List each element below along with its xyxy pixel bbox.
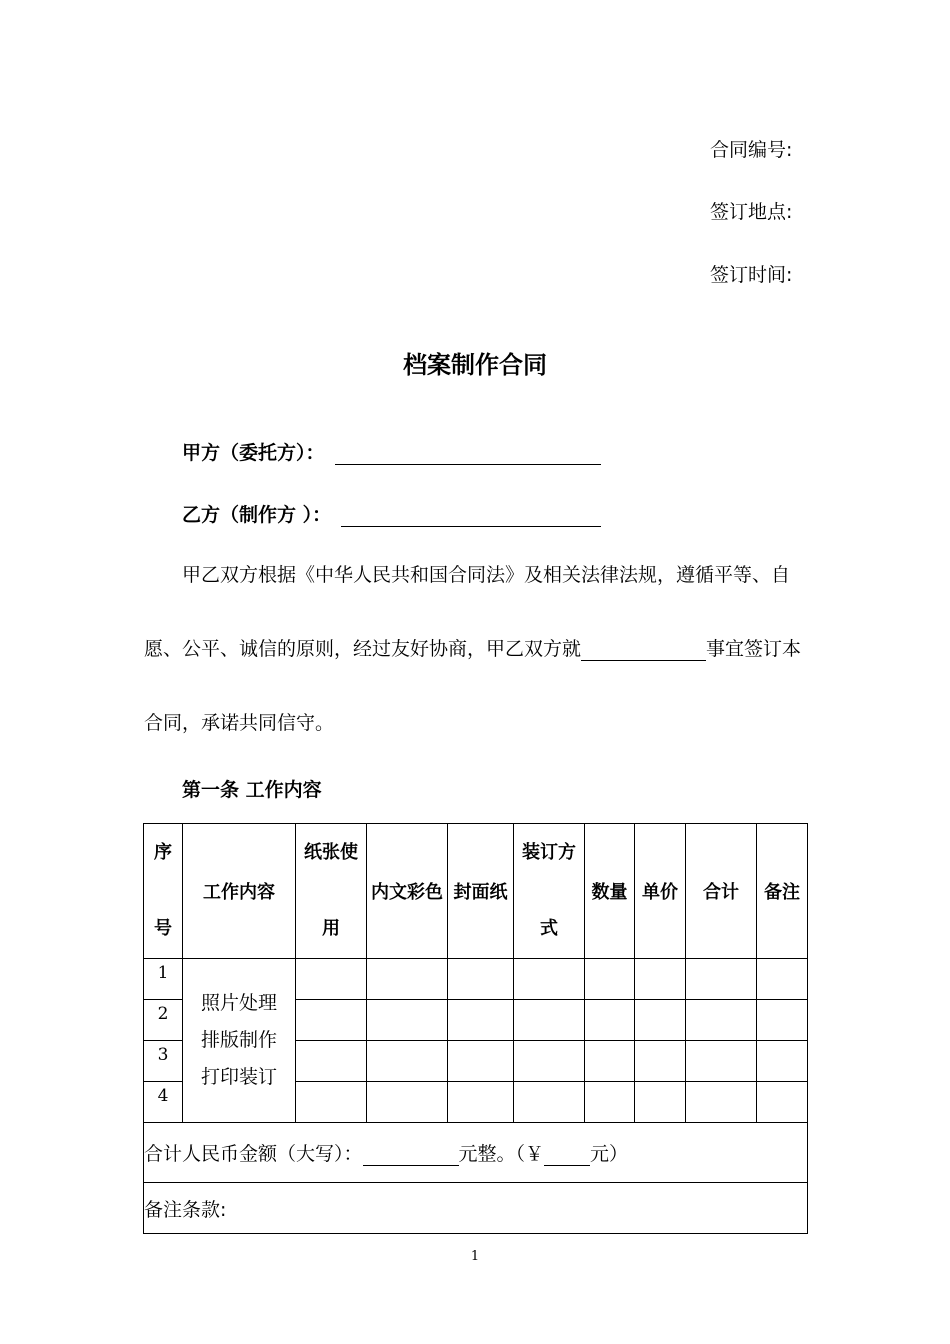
total-amount-suffix: 元整。（￥: [458, 1143, 545, 1165]
intro-line-2-after: 事宜签订本: [706, 638, 802, 660]
header-inner-color: 内文彩色: [367, 824, 448, 959]
table-cell[interactable]: [585, 1082, 635, 1123]
table-cell[interactable]: [585, 1041, 635, 1082]
table-cell[interactable]: [585, 959, 635, 1000]
work-content-table: [143, 823, 808, 1234]
table-cell[interactable]: [367, 1041, 448, 1082]
table-cell[interactable]: [757, 1000, 808, 1041]
work-item: 打印装订: [200, 1066, 277, 1088]
table-cell[interactable]: [635, 959, 686, 1000]
row-number: 1: [144, 959, 183, 1000]
table-cell[interactable]: [514, 1000, 585, 1041]
header-quantity: 数量: [585, 824, 635, 959]
header-seq: 序 号: [144, 824, 183, 959]
table-cell[interactable]: [635, 1041, 686, 1082]
work-item: 排版制作: [200, 1029, 277, 1051]
party-b-label: 乙方（制作方 ）：: [182, 504, 332, 526]
remarks-cell[interactable]: 备注条款:: [144, 1183, 808, 1234]
table-header-row: [144, 824, 808, 959]
remarks-row: [144, 1183, 808, 1234]
document-title: 档案制作合同: [403, 351, 547, 379]
total-amount-row: [144, 1123, 808, 1183]
table-cell[interactable]: [757, 1041, 808, 1082]
work-item: 照片处理: [200, 992, 277, 1014]
table-cell[interactable]: [635, 1082, 686, 1123]
matter-blank[interactable]: [581, 638, 706, 661]
intro-line-2-before: 愿、公平、诚信的原则，经过友好协商，甲乙双方就: [144, 638, 582, 660]
table-cell[interactable]: [367, 1000, 448, 1041]
party-a-label: 甲方（委托方）：: [182, 442, 325, 464]
table-cell[interactable]: [757, 1082, 808, 1123]
table-cell[interactable]: [757, 959, 808, 1000]
table-cell[interactable]: [686, 1082, 757, 1123]
table-cell[interactable]: [585, 1000, 635, 1041]
header-total: 合计: [686, 824, 757, 959]
intro-line-3: 合同，承诺共同信守。: [144, 712, 335, 734]
row-number: 4: [144, 1082, 183, 1123]
table-cell[interactable]: [635, 1000, 686, 1041]
party-b: [182, 500, 601, 527]
row-number: 3: [144, 1041, 183, 1082]
table-cell[interactable]: [296, 959, 367, 1000]
signing-place-label: 签订地点:: [710, 201, 793, 223]
intro-line-1: 甲乙双方根据《中华人民共和国合同法》及相关法律法规，遵循平等、自: [182, 564, 791, 586]
work-content-items: [183, 959, 296, 1123]
party-a-blank[interactable]: [335, 442, 601, 465]
page-number: 1: [470, 1249, 480, 1264]
party-b-blank[interactable]: [341, 504, 601, 527]
table-cell[interactable]: [514, 1041, 585, 1082]
table-cell[interactable]: [296, 1041, 367, 1082]
table-cell[interactable]: [448, 1082, 514, 1123]
total-amount-label: 合计人民币金额（大写）：: [144, 1143, 363, 1165]
table-cell[interactable]: [367, 1082, 448, 1123]
total-amount-cell: [144, 1123, 808, 1183]
amount-number-blank[interactable]: [544, 1143, 590, 1166]
signing-time-label: 签订时间:: [710, 264, 793, 286]
header-cover-paper: 封面纸: [448, 824, 514, 959]
header-binding: 装订方 式: [514, 824, 585, 959]
table-cell[interactable]: [448, 1041, 514, 1082]
table-cell[interactable]: [296, 1000, 367, 1041]
header-unit-price: 单价: [635, 824, 686, 959]
total-amount-end: 元）: [590, 1143, 629, 1165]
section-1-title: 第一条 工作内容: [182, 779, 322, 801]
table-cell[interactable]: [514, 959, 585, 1000]
table-cell[interactable]: [367, 959, 448, 1000]
table-cell[interactable]: [686, 1041, 757, 1082]
table-cell[interactable]: [448, 1000, 514, 1041]
amount-words-blank[interactable]: [363, 1143, 459, 1166]
contract-number-label: 合同编号:: [710, 139, 793, 161]
header-content: 工作内容: [183, 824, 296, 959]
table-cell[interactable]: [448, 959, 514, 1000]
table-cell[interactable]: [686, 959, 757, 1000]
party-a: [182, 438, 601, 465]
table-cell[interactable]: [296, 1082, 367, 1123]
table-cell[interactable]: [686, 1000, 757, 1041]
header-remarks: 备注: [757, 824, 808, 959]
row-number: 2: [144, 1000, 183, 1041]
table-cell[interactable]: [514, 1082, 585, 1123]
intro-line-2: [144, 637, 801, 661]
header-paper: 纸张使 用: [296, 824, 367, 959]
table-row: [144, 959, 808, 1000]
